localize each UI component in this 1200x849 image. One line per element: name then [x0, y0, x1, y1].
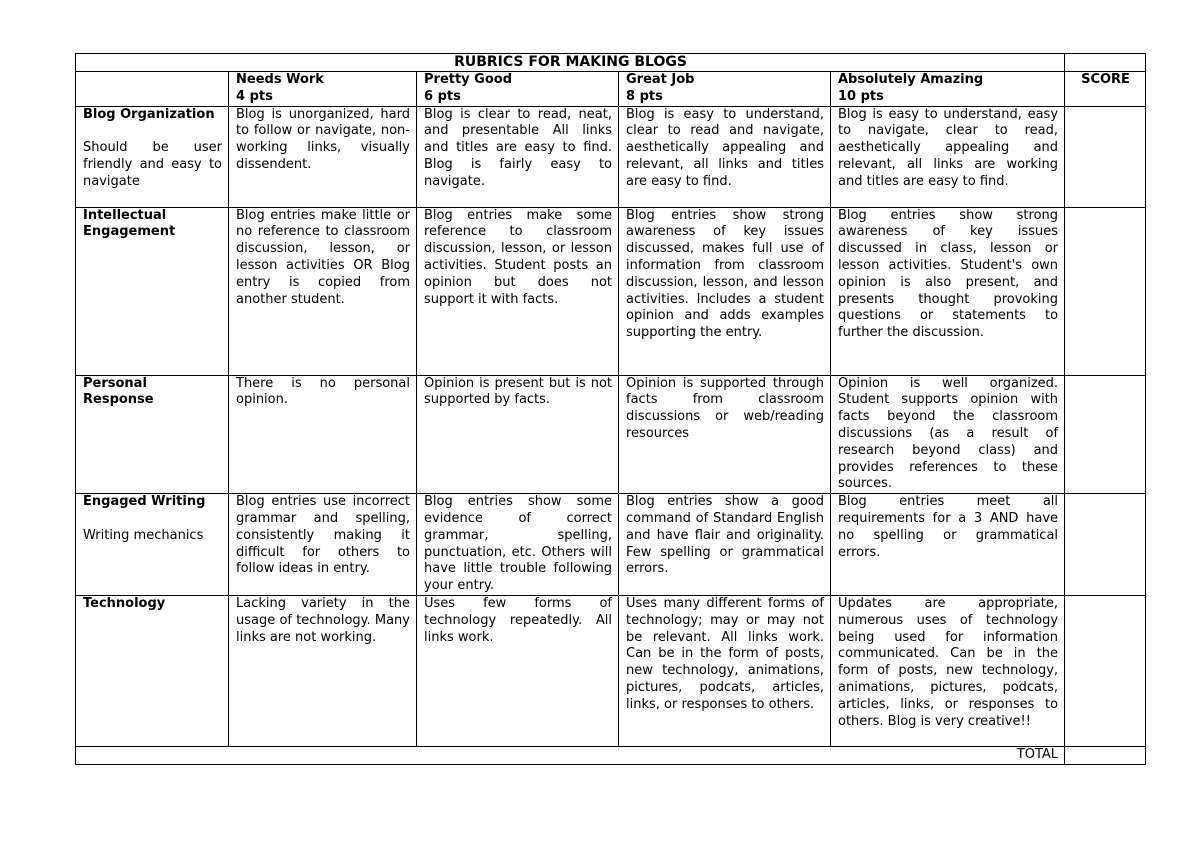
- rubric-cell: Blog entries make some reference to classroom discussion, lesson, or lesson activities. Student posts an opinion but does not support it with facts.: [417, 207, 619, 375]
- score-cell[interactable]: [1065, 494, 1146, 596]
- criterion-cell: [76, 207, 229, 375]
- level-name: Needs Work: [236, 72, 324, 87]
- rubric-cell: Blog is clear to read, neat, and presentable All links and titles are easy to find. Blog is fairly easy to navigate.: [417, 106, 619, 207]
- level-great-job: [619, 72, 831, 107]
- rubric-cell: Blog entries show strong awareness of key issues discussed, makes full use of information from classroom discussion, lesson, and lesson activities. Includes a student opinion and adds examples supporting the entry.: [619, 207, 831, 375]
- rubric-cell: Blog entries show strong awareness of key issues discussed in class, lesson or lesson activities. Student's own opinion is also present, and presents thought provoking questions or statements to further the discussion.: [831, 207, 1065, 375]
- level-pts: 4 pts: [236, 88, 273, 104]
- rubric-cell: Blog entries use incorrect grammar and spelling, consistently making it difficult for others to follow ideas in entry.: [229, 494, 417, 596]
- score-cell[interactable]: [1065, 106, 1146, 207]
- rubric-cell: Uses few forms of technology repeatedly. All links work.: [417, 595, 619, 746]
- rubric-cell: Blog is unorganized, hard to follow or navigate, non-working links, visually dissendent.: [229, 106, 417, 207]
- rubric-cell: Uses many different forms of technology; may or may not be relevant. All links work. Can be in the form of posts, new technology, animations, pictures, podcats, articles, links, or responses to others.: [619, 595, 831, 746]
- score-cell[interactable]: [1065, 375, 1146, 494]
- rubric-cell: Blog entries make little or no reference to classroom discussion, lesson, or lesson activities OR Blog entry is copied from another student.: [229, 207, 417, 375]
- criterion-row: [76, 595, 1146, 746]
- criterion-row: [76, 106, 1146, 207]
- criterion-sub: Writing mechanics: [83, 527, 204, 543]
- rubric-cell: Opinion is supported through facts from classroom discussions or web/reading resources: [619, 375, 831, 494]
- level-pretty-good: [417, 72, 619, 107]
- rubric-cell: Blog entries meet all requirements for a 3 AND have no spelling or grammatical errors.: [831, 494, 1065, 596]
- score-header: SCORE: [1065, 72, 1146, 107]
- rubric-cell: Blog entries show some evidence of correct grammar, spelling, punctuation, etc. Others will have little trouble following your entry.: [417, 494, 619, 596]
- criterion-cell: [76, 106, 229, 207]
- criterion-cell: [76, 494, 229, 596]
- level-needs-work: [229, 72, 417, 107]
- level-name: Pretty Good: [424, 72, 513, 87]
- level-name: Great Job: [626, 72, 695, 87]
- total-label: TOTAL: [76, 746, 1065, 764]
- rubric-cell: There is no personal opinion.: [229, 375, 417, 494]
- header-row: [76, 72, 1146, 107]
- criterion-row: [76, 494, 1146, 596]
- total-row: [76, 746, 1146, 764]
- rubric-cell: Opinion is well organized. Student supports opinion with facts beyond the classroom discussions (as a result of research beyond class) and provides references to these sources.: [831, 375, 1065, 494]
- rubric-cell: Lacking variety in the usage of technology. Many links are not working.: [229, 595, 417, 746]
- criterion-cell: [76, 375, 229, 494]
- score-cell[interactable]: [1065, 595, 1146, 746]
- rubric-cell: Updates are appropriate, numerous uses of technology being used for information communicated. Can be in the form of posts, new technology, animations, pictures, podcats, articles, links, or responses to others. Blog is very creative!!: [831, 595, 1065, 746]
- rubric-cell: Blog entries show a good command of Standard English and have flair and originality. Few spelling or grammatical errors.: [619, 494, 831, 596]
- score-cell[interactable]: [1065, 207, 1146, 375]
- title-score-blank: [1065, 54, 1146, 72]
- rubric-table: [75, 53, 1146, 765]
- criterion-row: [76, 375, 1146, 494]
- criterion-name: Personal Response: [83, 375, 154, 408]
- criterion-name: Engaged Writing: [83, 494, 206, 510]
- rubric-cell: Blog is easy to understand, clear to read and navigate, aesthetically appealing and relevant, all links and titles are easy to find.: [619, 106, 831, 207]
- criterion-cell: [76, 595, 229, 746]
- criterion-name: Blog Organization: [83, 106, 215, 122]
- level-absolutely-amazing: [831, 72, 1065, 107]
- level-name: Absolutely Amazing: [838, 72, 984, 87]
- criterion-name: Intellectual Engagement: [83, 207, 176, 240]
- criterion-sub: Should be user friendly and easy to navigate: [83, 140, 222, 189]
- rubric-cell: Blog is easy to understand, easy to navigate, clear to read, aesthetically appealing and relevant, all links are working and titles are easy to find.: [831, 106, 1065, 207]
- header-corner: [76, 72, 229, 107]
- rubric-title: RUBRICS FOR MAKING BLOGS: [76, 54, 1065, 72]
- rubric-cell: Opinion is present but is not supported by facts.: [417, 375, 619, 494]
- level-pts: 8 pts: [626, 88, 663, 104]
- criterion-name: Technology: [83, 595, 166, 611]
- level-pts: 6 pts: [424, 88, 461, 104]
- criterion-row: [76, 207, 1146, 375]
- total-score-cell[interactable]: [1065, 746, 1146, 764]
- title-row: [76, 54, 1146, 72]
- level-pts: 10 pts: [838, 88, 884, 104]
